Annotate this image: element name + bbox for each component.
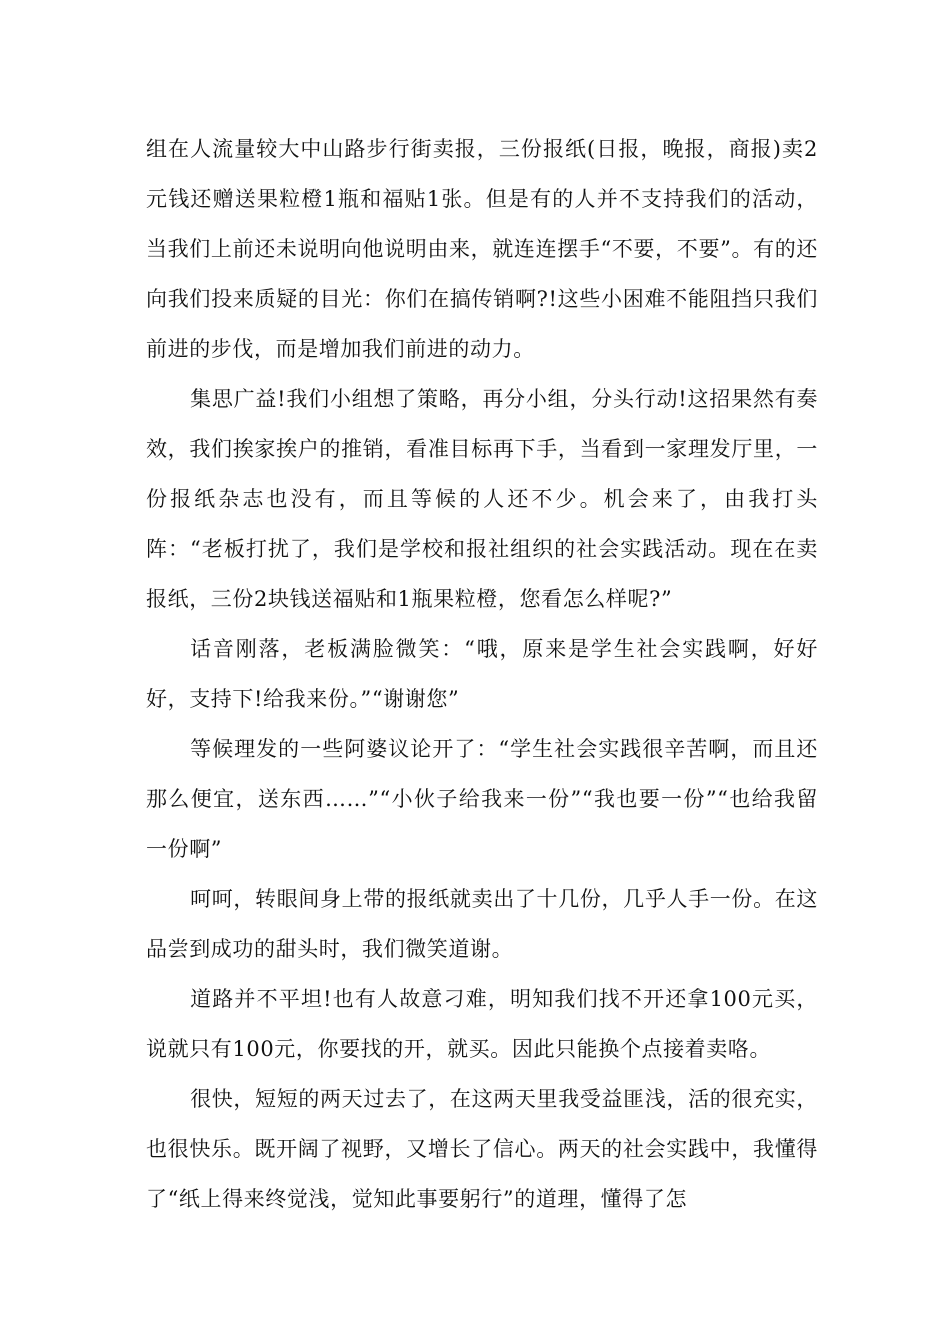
paragraph-6: 道路并不平坦!也有人故意刁难，明知我们找不开还拿100元买，说就只有100元，你要找的开，就买。因此只能换个点接着卖咯。: [146, 987, 818, 1061]
paragraph-5: 呵呵，转眼间身上带的报纸就卖出了十几份，几乎人手一份。在这品尝到成功的甜头时，我们微笑道谢。: [146, 887, 818, 961]
paragraph-2: 集思广益!我们小组想了策略，再分小组，分头行动!这招果然有奏效，我们挨家挨户的推销，看准目标再下手，当看到一家理发厅里，一份报纸杂志也没有，而且等候的人还不少。机会来了，由我打头阵：“老板打扰了，我们是学校和报社组织的社会实践活动。现在在卖报纸，三份2块钱送福贴和1瓶果粒橙，您看怎么样呢?”: [146, 387, 818, 611]
paragraph-3: 话音刚落，老板满脸微笑：“哦，原来是学生社会实践啊，好好好，支持下!给我来份。”“谢谢您”: [146, 637, 818, 711]
paragraph-1: 组在人流量较大中山路步行街卖报，三份报纸(日报，晚报，商报)卖2元钱还赠送果粒橙1瓶和福贴1张。但是有的人并不支持我们的活动，当我们上前还未说明向他说明由来，就连连摆手“不要，不要”。有的还向我们投来质疑的目光：你们在搞传销啊?!这些小困难不能阻挡只我们前进的步伐，而是增加我们前进的动力。: [146, 137, 818, 361]
document-body: [146, 124, 818, 1224]
paragraph-4: 等候理发的一些阿婆议论开了：“学生社会实践很辛苦啊，而且还那么便宜，送东西……”“小伙子给我来一份”“我也要一份”“也给我留一份啊”: [146, 737, 818, 861]
paragraph-7: 很快，短短的两天过去了，在这两天里我受益匪浅，活的很充实，也很快乐。既开阔了视野，又增长了信心。两天的社会实践中，我懂得了“纸上得来终觉浅，觉知此事要躬行”的道理，懂得了怎: [146, 1087, 818, 1211]
